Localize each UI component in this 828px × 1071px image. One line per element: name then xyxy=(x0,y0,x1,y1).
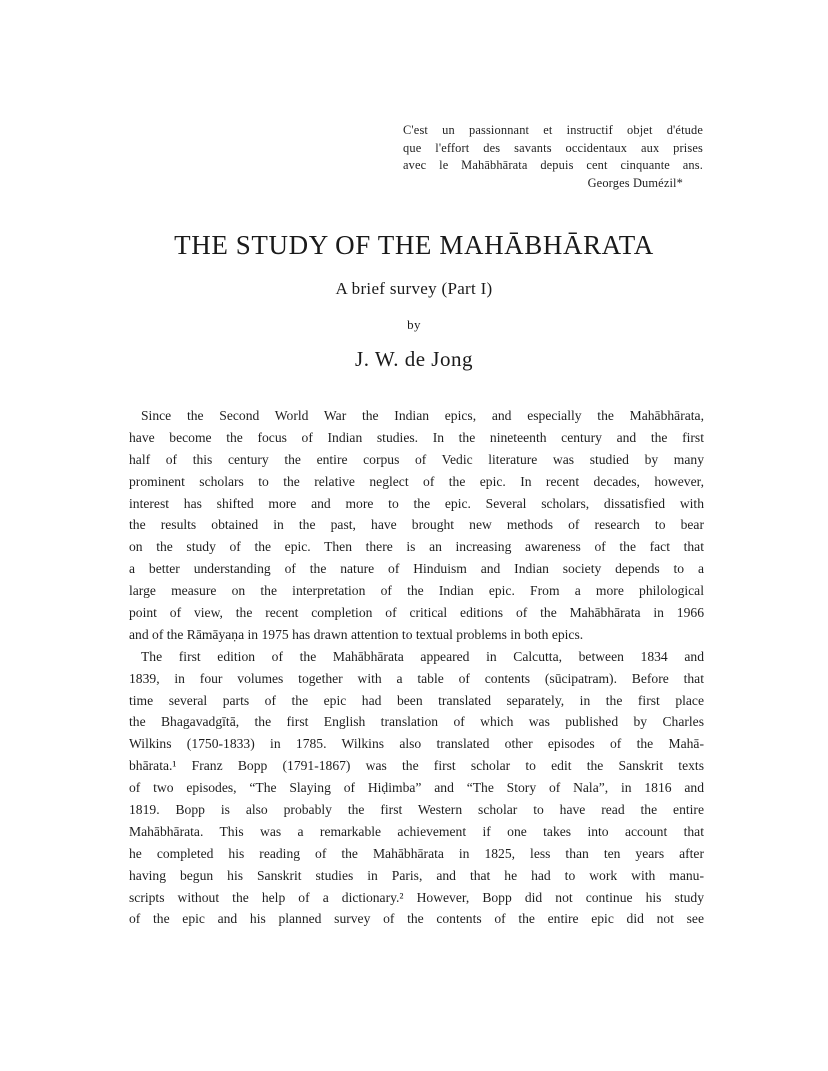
body-line: and of the Rāmāyaṇa in 1975 has drawn attention to textual problems in both epics. xyxy=(129,626,584,642)
body-line: of two episodes, “The Slaying of Hiḍimba” and “The Story of Nala”, in 1816 and xyxy=(129,780,704,796)
epigraph-line: que l'effort des savants occidentaux aux prises xyxy=(403,140,703,155)
body-line: having begun his Sanskrit studies in Paris, and that he had to work with manu- xyxy=(129,867,704,883)
body-line: of the epic and his planned survey of the contents of the entire epic did not see xyxy=(129,911,704,927)
body-line: bhārata.¹ Franz Bopp (1791-1867) was the first scholar to edit the Sanskrit texts xyxy=(129,758,704,774)
body-line: the Bhagavadgītā, the first English translation of which was published by Charles xyxy=(129,714,704,730)
body-line: 1819. Bopp is also probably the first Western scholar to have read the entire xyxy=(129,802,704,818)
body-line: prominent scholars to the relative neglect of the epic. In recent decades, however, xyxy=(129,473,704,489)
body-line: have become the focus of Indian studies. In the nineteenth century and the first xyxy=(129,429,704,445)
body-line: scripts without the help of a dictionary.² However, Bopp did not continue his study xyxy=(129,889,704,905)
body-line: 1839, in four volumes together with a table of contents (sūcipatram). Before that xyxy=(129,670,704,686)
body-line: Mahābhārata. This was a remarkable achievement if one takes into account that xyxy=(129,823,704,839)
body-line: a better understanding of the nature of Hinduism and Indian society depends to a xyxy=(129,561,704,577)
body-line: time several parts of the epic had been translated separately, in the first place xyxy=(129,692,704,708)
body-text xyxy=(129,405,704,930)
body-line: he completed his reading of the Mahābhārata in 1825, less than ten years after xyxy=(129,845,704,861)
epigraph-author: Georges Dumézil* xyxy=(587,175,683,190)
body-line: The first edition of the Mahābhārata appeared in Calcutta, between 1834 and xyxy=(141,648,704,664)
body-line: interest has shifted more and more to the epic. Several scholars, dissatisfied with xyxy=(129,495,704,511)
article-subtitle: A brief survey (Part I) xyxy=(335,279,493,298)
byline-by: by xyxy=(407,317,421,332)
body-line: Wilkins (1750-1833) in 1785. Wilkins also translated other episodes of the Mahā- xyxy=(129,736,704,752)
author-name: J. W. de Jong xyxy=(355,347,473,371)
body-line: point of view, the recent completion of critical editions of the Mahābhārata in 1966 xyxy=(129,605,704,621)
body-line: half of this century the entire corpus of Vedic literature was studied by many xyxy=(129,451,704,467)
epigraph-line: C'est un passionnant et instructif objet d'étude xyxy=(403,123,703,137)
epigraph-line: avec le Mahābhārata depuis cent cinquante ans. xyxy=(403,158,703,173)
body-line: Since the Second World War the Indian epics, and especially the Mahābhārata, xyxy=(141,408,704,423)
body-line: on the study of the epic. Then there is an increasing awareness of the fact that xyxy=(129,539,704,555)
epigraph xyxy=(403,122,703,192)
body-line: the results obtained in the past, have brought new methods of research to bear xyxy=(129,517,704,533)
body-line: large measure on the interpretation of the Indian epic. From a more philological xyxy=(129,583,704,599)
article-title: THE STUDY OF THE MAHĀBHĀRATA xyxy=(174,230,654,260)
